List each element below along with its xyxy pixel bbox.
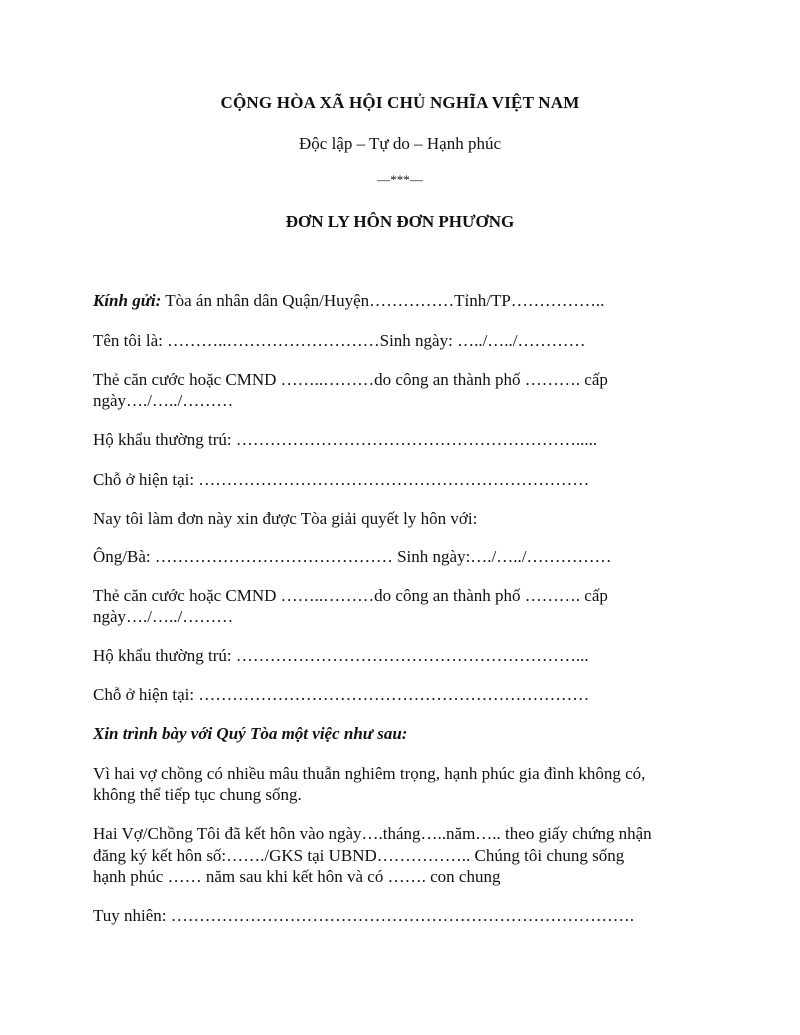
id-line-2: ngày…./…../……… [93,391,234,410]
however-line: Tuy nhiên: ………………………………………………………………………. [93,906,635,925]
spouse-residence-line: Chỗ ở hiện tại: …………………………………………………………… [93,685,590,704]
separator: —***— [377,172,423,187]
recipient-label: Kính gửi: [93,291,162,310]
marriage-line-3: hạnh phúc …… năm sau khi kết hôn và có ……. con chung [93,867,501,886]
recipient-line [93,290,713,311]
marriage-line-2: đăng ký kết hôn số:……./GKS tại UBND…………….. Chúng tôi chung sống [93,846,625,865]
recipient-text: Tòa án nhân dân Quận/Huyện……………Tỉnh/TP…………….. [161,291,605,310]
statement-heading: Xin trình bày với Quý Tòa một việc như sau: [93,724,408,743]
motto: Độc lập – Tự do – Hạnh phúc [299,134,501,153]
marriage-line-1: Hai Vợ/Chồng Tôi đã kết hôn vào ngày….tháng…..năm….. theo giấy chứng nhận [93,824,652,843]
household-line: Hộ khẩu thường trú: ……………………………………………………..... [93,430,598,449]
id-line-1: Thẻ căn cước hoặc CMND ……..………do công an thành phố ………. cấp [93,370,608,389]
name-line: Tên tôi là: ………..………………………Sinh ngày: …../…../………… [93,331,586,350]
spouse-line: Ông/Bà: …………………………………… Sinh ngày:…./…../…………… [93,547,612,566]
spouse-id-line-1: Thẻ căn cước hoặc CMND ……..………do công an thành phố ………. cấp [93,586,608,605]
residence-line: Chỗ ở hiện tại: …………………………………………………………… [93,470,590,489]
spouse-id-line-2: ngày…./…../……… [93,607,234,626]
reason-line-2: không thể tiếp tục chung sống. [93,785,302,804]
spouse-household-line: Hộ khẩu thường trú: ……………………………………………………... [93,646,589,665]
document-title: ĐƠN LY HÔN ĐƠN PHƯƠNG [285,212,515,231]
nation-heading: CỘNG HÒA XÃ HỘI CHỦ NGHĨA VIỆT NAM [220,93,580,112]
request-line: Nay tôi làm đơn này xin được Tòa giải quyết ly hôn với: [93,509,478,528]
reason-line-1: Vì hai vợ chồng có nhiều mâu thuẫn nghiêm trọng, hạnh phúc gia đình không có, [93,764,646,783]
